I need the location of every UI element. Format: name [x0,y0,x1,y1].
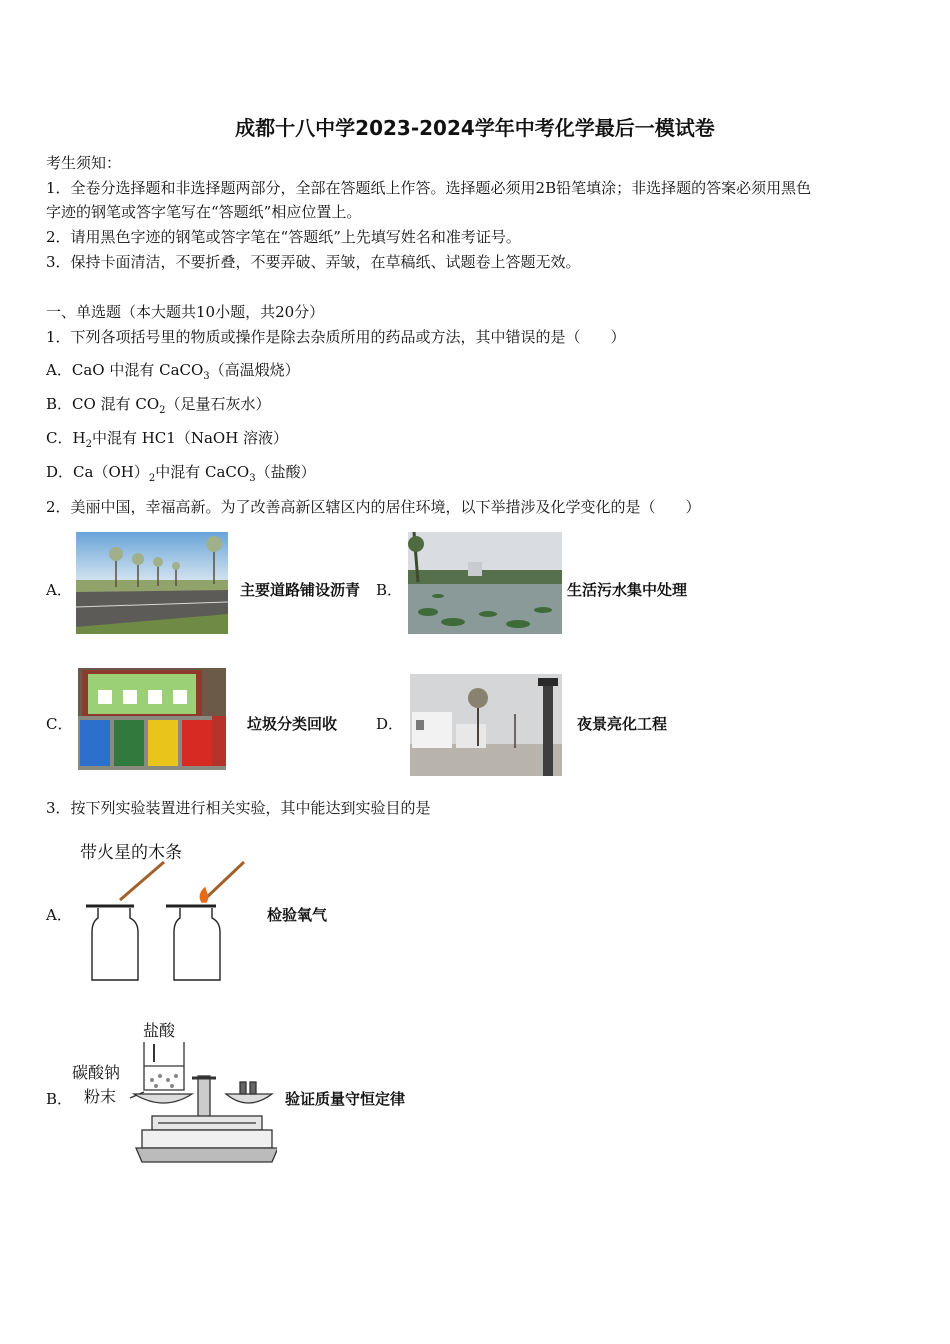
option-text: Ca（OH） [73,463,149,481]
subscript: 2 [85,439,92,450]
q3-option-a-label: A． [46,906,72,924]
q1-option-c [46,428,288,455]
lake-photo [408,532,562,634]
option-text-tail: （高温煅烧） [209,361,300,379]
notice-heading: 考生须知： [46,154,122,172]
q3-b-powder-label-1: 碳酸钠 [72,1063,121,1082]
subscript: 3 [203,371,210,382]
q1-stem: 1．下列各项括号里的物质或操作是除去杂质所用的药品或方法，其中错误的是（ ） [46,328,626,346]
q2-stem: 2．美丽中国，幸福高新。为了改善高新区辖区内的居住环境，以下举措涉及化学变化的是（ ） [46,498,701,516]
option-label: B． [46,395,73,413]
q2-option-d-label: D． [376,715,404,733]
option-text-mid: 中混有 CaCO [155,463,250,481]
notice-item-2: 2．请用黑色字迹的钢笔或答字笔在“答题纸”上先填写姓名和准考证号。 [46,228,521,246]
q2-option-d-text: 夜景亮化工程 [577,715,668,733]
road-photo [76,532,228,634]
balance-figure [122,1036,277,1166]
recycle-bins-photo [78,668,226,770]
notice-item-3: 3．保持卡面清洁，不要折叠，不要弄破、弄皱，在草稿纸、试题卷上答题无效。 [46,253,581,271]
q1-option-a [46,360,300,387]
subscript: 3 [249,473,256,484]
option-label: D． [46,463,74,481]
q3-stem: 3．按下列实验装置进行相关实验，其中能达到实验目的是 [46,799,431,817]
page-title: 成都十八中学2023-2024学年中考化学最后一模试卷 [235,116,715,140]
oxygen-test-figure [84,858,254,984]
option-text-tail: 中混有 HC1（NaOH 溶液） [91,429,289,447]
q3-option-b-label: B． [46,1090,73,1108]
option-label: C． [46,429,73,447]
notice-item-1-line-1: 1．全卷分选择题和非选择题两部分，全部在答题纸上作答。选择题必须用2B铅笔填涂；非选择题的答案必须用黑色 [46,179,812,197]
q2-option-b-text: 生活污水集中处理 [567,581,688,599]
section-heading: 一、单选题（本大题共10小题，共20分） [46,303,325,321]
option-text: CaO 中混有 CaCO [71,361,204,379]
q1-option-b [46,394,271,421]
q3-a-figure-caption: 带火星的木条 [80,843,182,863]
option-text-tail: （足量石灰水） [165,395,271,413]
subscript: 2 [159,405,166,416]
q2-option-c-label: C． [46,715,73,733]
q1-option-d [46,462,316,489]
q2-option-a-text: 主要道路铺设沥青 [240,581,361,599]
option-text: H [72,429,86,447]
option-label: A． [46,361,72,379]
q3-b-acid-label: 盐酸 [143,1021,176,1040]
q2-option-c-text: 垃圾分类回收 [247,715,338,733]
option-text: CO 混有 CO [72,395,160,413]
subscript: 2 [148,473,156,484]
q3-option-b-text: 验证质量守恒定律 [285,1090,406,1108]
night-light-photo [410,674,562,776]
notice-item-1-line-2: 字迹的钢笔或答字笔写在“答题纸”相应位置上。 [46,203,362,221]
q2-option-b-label: B． [376,581,403,599]
q2-option-a-label: A． [46,581,72,599]
option-text-tail: （盐酸） [255,463,316,481]
q3-option-a-text: 检验氧气 [267,906,328,924]
q3-b-powder-label-2: 粉末 [84,1087,117,1106]
